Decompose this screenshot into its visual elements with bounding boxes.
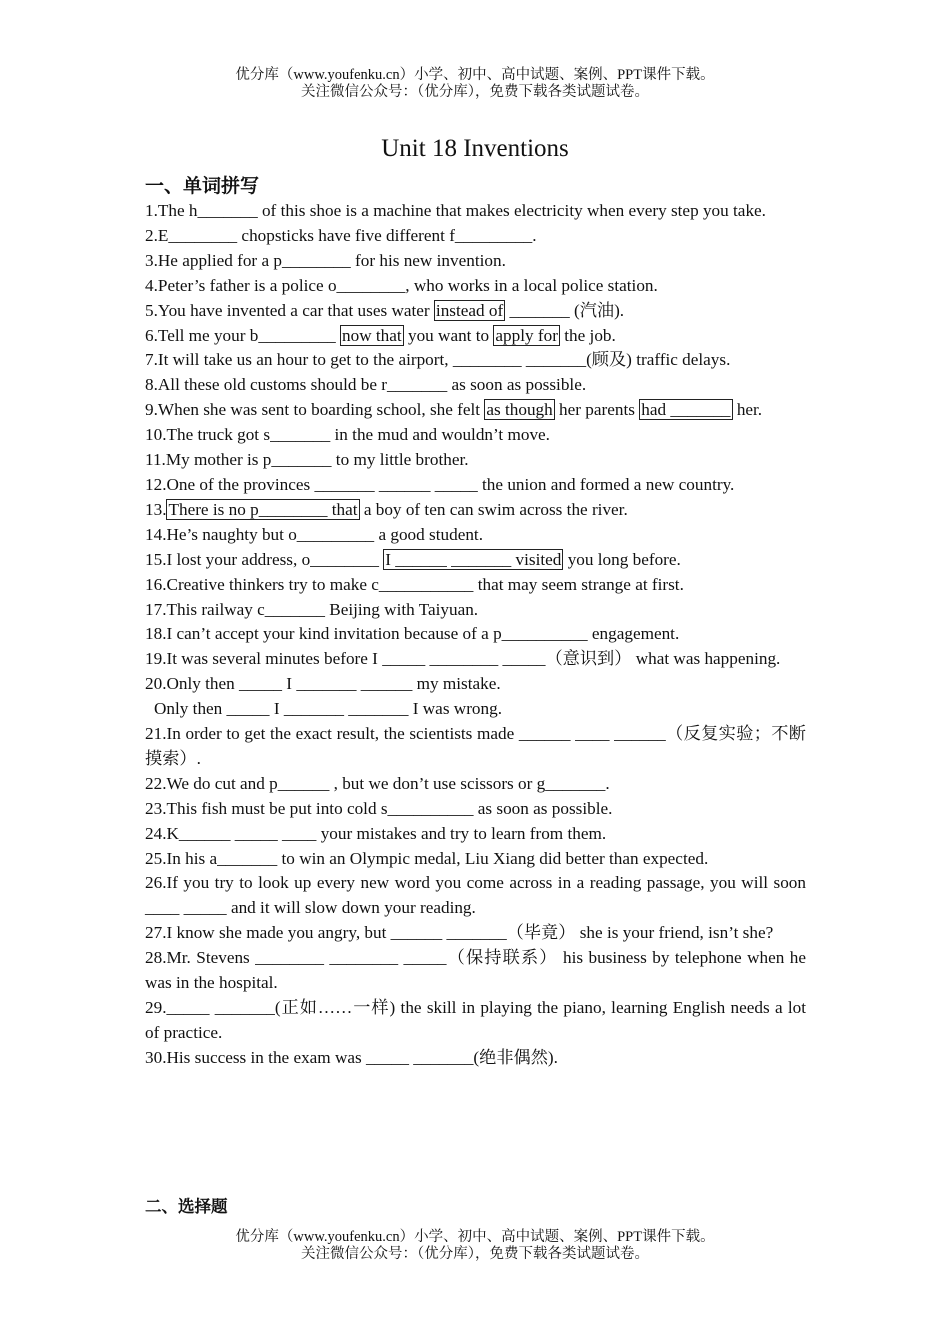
section-heading-spelling: 一、单词拼写 (145, 175, 260, 197)
question-12: 12.One of the provinces _______ ______ _____ the union and formed a new country. (145, 474, 735, 494)
question-20b: Only then _____ I _______ _______ I was wrong. (154, 699, 503, 719)
question-25: 25.In his a_______ to win an Olympic medal, Liu Xiang did better than expected. (145, 848, 709, 868)
question-23: 23.This fish must be put into cold s__________ as soon as possible. (145, 798, 613, 818)
boxed-phrase: as though (486, 400, 553, 420)
question-15: 15.I lost your address, o________ I ______ _______ visited you long before. (145, 549, 681, 569)
question-24: 24.K______ _____ ____ your mistakes and try to learn from them. (145, 823, 607, 843)
question-13: 13. There is no p________ that a boy of ten can swim across the river. (145, 499, 628, 519)
boxed-phrase: There is no p________ that (168, 499, 358, 519)
boxed-phrase: instead of (435, 300, 504, 320)
question-26: 26.If you try to look up every new word you come across in a reading passage, you will soon ____ _____ and it will slow down your reading. (145, 873, 806, 918)
question-list (145, 199, 806, 1071)
question-7: 7.It will take us an hour to get to the airport, ________ _______(顾及) traffic delays. (145, 350, 731, 370)
question-22: 22.We do cut and p______ , but we don’t use scissors or g_______. (145, 773, 610, 793)
question-21: 21.In order to get the exact result, the scientists made ______ ____ ______（反复实验；不断摸索）. (145, 724, 806, 768)
question-9: 9.When she was sent to boarding school, she felt as though her parents had _______ her. (145, 400, 763, 420)
question-19: 19.It was several minutes before I _____ ________ _____（意识到） what was happening. (145, 649, 781, 669)
boxed-phrase: now that (342, 325, 402, 345)
page-title: Unit 18 Inventions (381, 135, 569, 162)
question-29: 29._____ _______(正如……一样) the skill in playing the piano, learning English needs a lot of practice. (145, 998, 806, 1042)
question-10: 10.The truck got s_______ in the mud and wouldn’t move. (145, 425, 550, 445)
page-footer (0, 1229, 950, 1263)
question-17: 17.This railway c_______ Beijing with Taiyuan. (145, 599, 479, 619)
question-3: 3.He applied for a p________ for his new invention. (145, 250, 506, 270)
boxed-phrase: apply for (495, 325, 558, 345)
boxed-phrase: had _______ (641, 400, 731, 420)
question-6: 6.Tell me your b_________ now that you want to apply for the job. (145, 325, 616, 345)
question-20a: 20.Only then _____ I _______ ______ my mistake. (145, 674, 501, 694)
page-header (0, 67, 950, 101)
footer-line-1: 优分库（www.youfenku.cn）小学、初中、高中试题、案例、PPT课件下载。 (235, 1229, 715, 1245)
boxed-phrase: I ______ _______ visited (385, 549, 562, 569)
question-8: 8.All these old customs should be r_______ as soon as possible. (145, 375, 587, 395)
question-11: 11.My mother is p_______ to my little brother. (145, 450, 469, 470)
question-1: 1.The h_______ of this shoe is a machine that makes electricity when every step you take. (145, 201, 766, 220)
header-line-2: 关注微信公众号：（优分库），免费下载各类试题试卷。 (301, 84, 649, 100)
section-heading-choice: 二、选择题 (145, 1197, 228, 1216)
question-2: 2.E________ chopsticks have five different f_________. (145, 225, 537, 245)
question-16: 16.Creative thinkers try to make c___________ that may seem strange at first. (145, 574, 684, 594)
question-18: 18.I can’t accept your kind invitation because of a p__________ engagement. (145, 624, 680, 644)
question-4: 4.Peter’s father is a police o________, who works in a local police station. (145, 275, 658, 295)
footer-line-2: 关注微信公众号：（优分库），免费下载各类试题试卷。 (301, 1246, 649, 1262)
question-5: 5.You have invented a car that uses water instead of _______ (汽油). (145, 300, 625, 320)
header-line-1: 优分库（www.youfenku.cn）小学、初中、高中试题、案例、PPT课件下载。 (235, 67, 715, 83)
question-14: 14.He’s naughty but o_________ a good student. (145, 524, 483, 544)
question-30: 30.His success in the exam was _____ _______(绝非偶然). (145, 1047, 558, 1067)
question-27: 27.I know she made you angry, but ______ _______（毕竟） she is your friend, isn’t she? (145, 923, 774, 943)
question-28: 28.Mr. Stevens ________ ________ _____（保持联系） his business by telephone when he was in the hospital. (145, 948, 806, 993)
